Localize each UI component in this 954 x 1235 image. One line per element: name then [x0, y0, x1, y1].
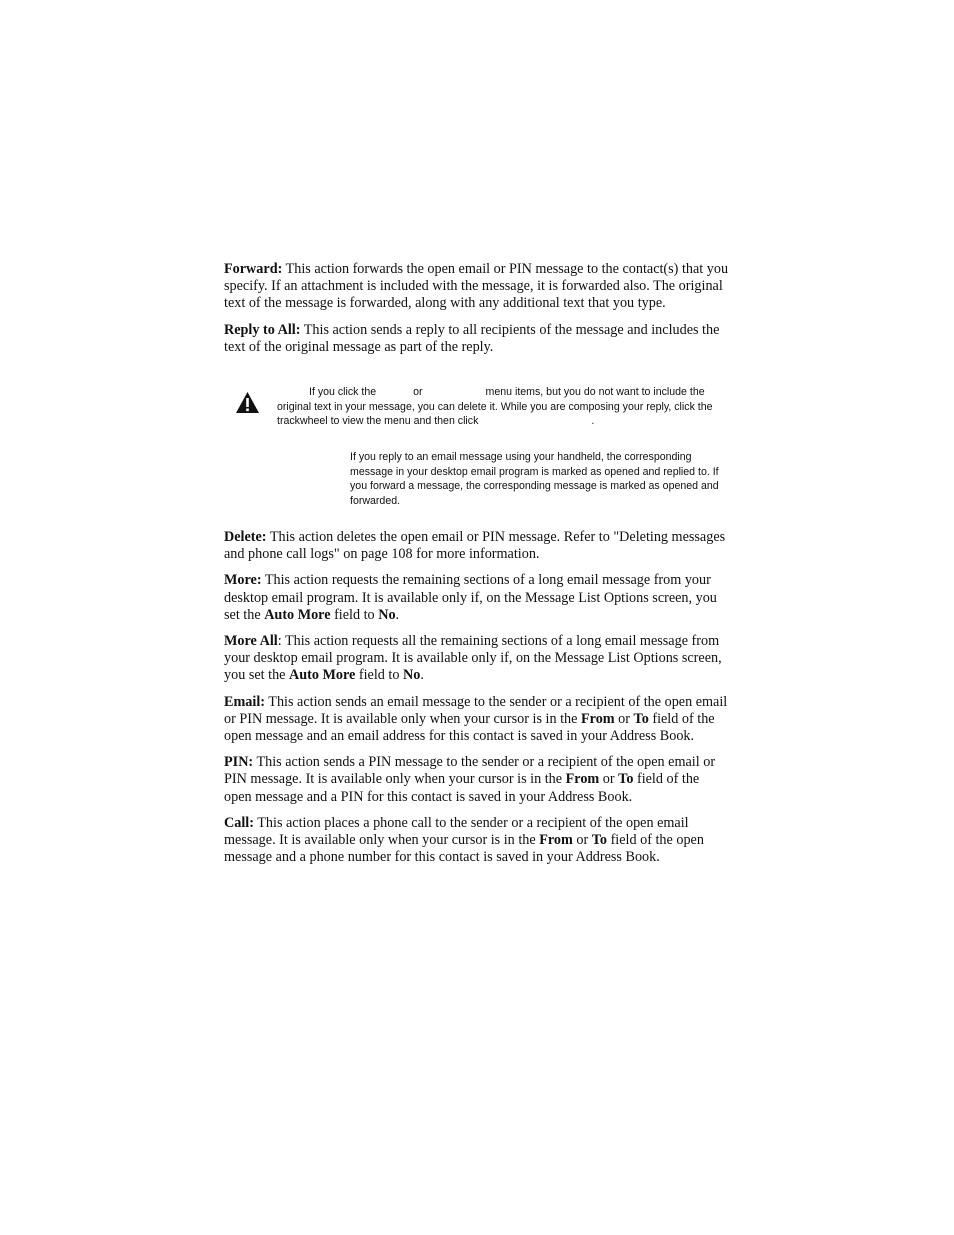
email-text-2: or [614, 710, 634, 727]
more-all-text-2: field to [355, 667, 404, 684]
pin-term: PIN: [224, 754, 254, 771]
email-term: Email: [224, 693, 265, 710]
call-bold-from: From [539, 832, 573, 849]
delete-text: This action deletes the open email or PIN message. Refer to "Deleting messages and phone call logs" on page 108 for more information. [224, 529, 726, 563]
delete-term: Delete: [224, 529, 267, 545]
reply-to-all-text: This action sends a reply to all recipients of the message and includes the text of the original message as part of the reply. [224, 321, 720, 355]
more-term: More: [224, 572, 262, 589]
call-text: This action places a phone call to the sender or a recipient of the open email message. It is available only when your cursor is in the [224, 814, 689, 849]
more-all-bold-1: Auto More [289, 667, 356, 684]
more-all-paragraph [224, 633, 730, 685]
forward-text: This action forwards the open email or PIN message to the contact(s) that you specify. If an attachment is included with the message, it is forwarded also. The original text of the message is forwarded, along with any additional text that you type. [224, 261, 729, 312]
call-paragraph [224, 815, 730, 867]
email-bold-from: From [580, 710, 615, 727]
email-paragraph [224, 694, 730, 746]
call-bold-to: To [591, 832, 608, 849]
warning-text-1: If you click the [309, 386, 377, 398]
top-section [224, 261, 730, 365]
pin-text: This action sends a PIN message to the sender or a recipient of the open email or PIN message. It is available only when your cursor is in the [224, 754, 716, 788]
more-text: This action requests the remaining sections of a long email message from your desktop email program. It is available only if, on the Message List Options screen, you set the [224, 572, 717, 623]
call-text-2: or [572, 832, 592, 849]
forward-term: Forward: [224, 261, 283, 277]
email-bold-to: To [633, 710, 649, 727]
more-paragraph [224, 572, 730, 624]
more-text-2: field to [330, 606, 379, 623]
reply-to-all-paragraph [224, 322, 730, 356]
more-text-3: . [395, 606, 400, 623]
pin-text-3: field of the open message and a PIN for this contact is saved in your Address Book. [224, 771, 700, 805]
delete-paragraph [224, 529, 730, 563]
warning-text-2: or [413, 386, 423, 398]
warning-note [277, 385, 729, 429]
more-bold-2: No [378, 606, 396, 623]
more-all-term: More All [224, 633, 278, 650]
forward-paragraph [224, 261, 730, 313]
email-text: This action sends an email message to the sender or a recipient of the open email or PIN message. It is available only when your cursor is in the [224, 693, 728, 727]
call-term: Call: [224, 814, 254, 831]
bottom-section [224, 529, 730, 875]
reply-to-all-term: Reply to All: [224, 321, 301, 338]
pin-paragraph [224, 754, 730, 806]
call-text-3: field of the open message and a phone number for this contact is saved in your Address Book. [224, 832, 704, 866]
pin-text-2: or [599, 771, 619, 788]
more-all-text-3: . [420, 667, 424, 684]
more-bold-1: Auto More [264, 606, 331, 623]
info-note: If you reply to an email message using your handheld, the corresponding message in your desktop email program is marked as opened and replied to. If you forward a message, the corresponding message is marked as opened and forwarded. [350, 451, 719, 507]
more-all-text: : This action requests all the remaining sections of a long email message from your desktop email program. It is available only if, on the Message List Options screen, you set the [224, 633, 722, 684]
pin-bold-to: To [618, 771, 634, 788]
pin-bold-from: From [565, 771, 600, 788]
warning-text-4: . [591, 415, 595, 428]
warning-triangle-icon [235, 391, 260, 414]
email-text-3: field of the open message and an email address for this contact is saved in your Address Book. [224, 710, 715, 745]
more-all-bold-2: No [403, 667, 421, 684]
warning-text-3: menu items, but you do not want to include the original text in your message, you can delete it. While you are composing your reply, click the trackwheel to view the menu and then click [277, 386, 713, 428]
